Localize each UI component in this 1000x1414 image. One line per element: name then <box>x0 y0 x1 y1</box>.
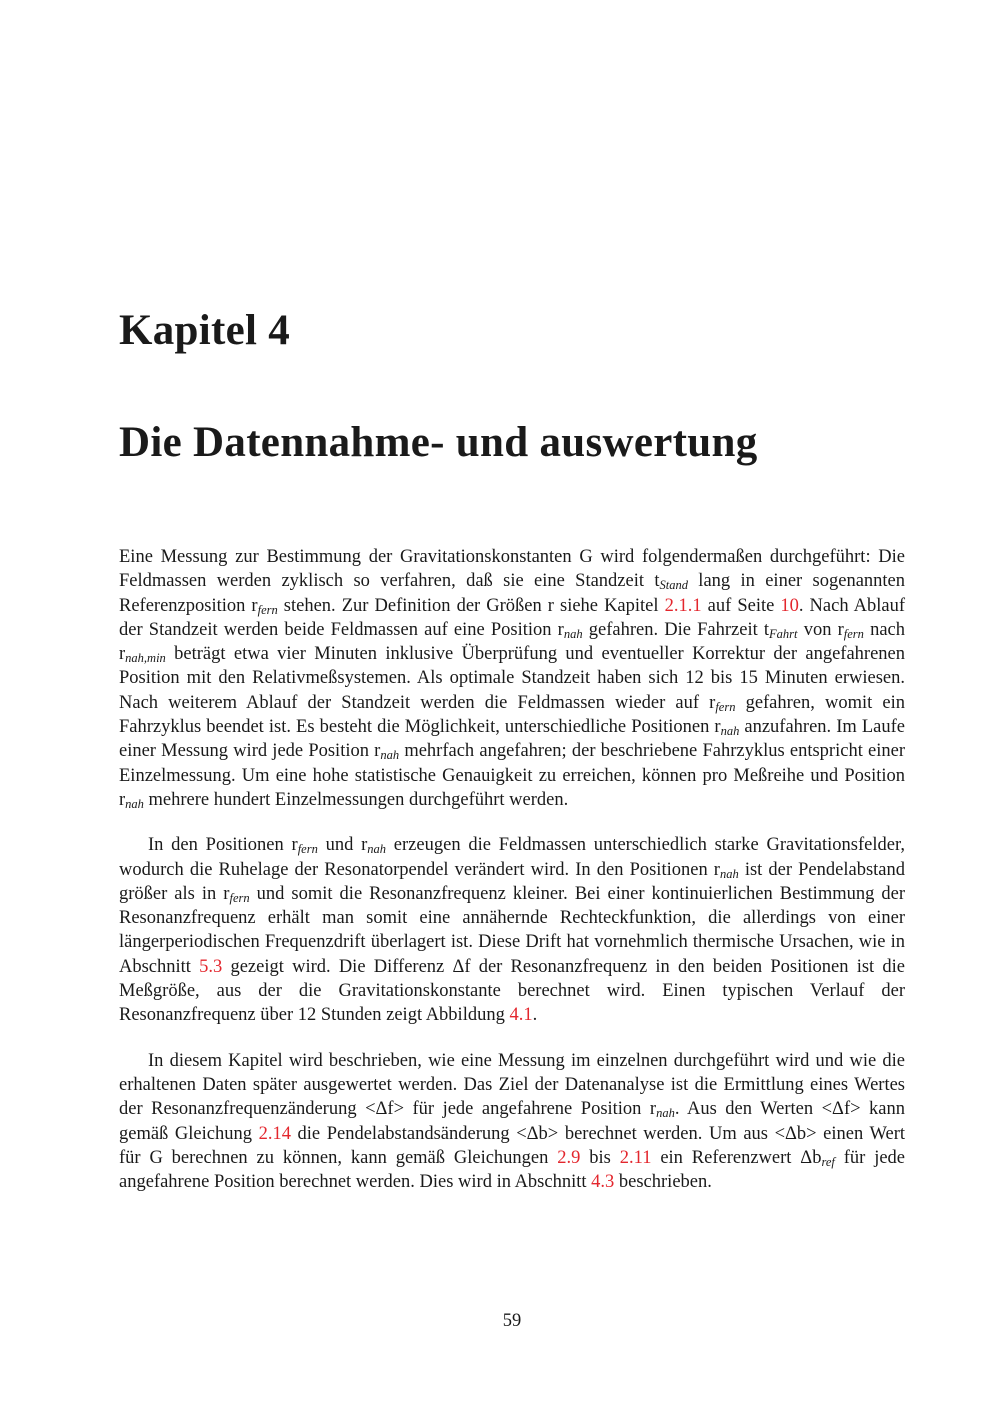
paragraph-3: In diesem Kapitel wird beschrieben, wie eine Messung im einzelnen durchgeführt wird und wie die erhaltenen Daten später ausgewertet werden. Das Ziel der Datenanalyse ist die Ermittlung eines Wertes der Resonanzfrequenzänderung <Δf> für jede angefahrene Position $r_{nah}$. Aus den Werten <Δf> kann gemäß Gleichung 2.14 die Pendelabstandsänderung <Δb> berechnet werden. Um aus <Δb> einen Wert für G berechnen zu können, kann gemäß Gleichungen 2.9 bis 2.11 ein Referenzwert $\Delta b_{ref}$ für jede angefahrene Position berechnet werden. Dies wird in Abschnitt 4.3 beschrieben. <box>119 1050 906 1193</box>
paragraph-2: In den Positionen $r_{fern}$ und $r_{nah}$ erzeugen die Feldmassen unterschiedlich starke Gravitationsfelder, wodurch die Ruhelage der Resonatorpendel verändert wird. In den Positionen $r_{nah}$ ist der Pendelabstand größer als in $r_{fern}$ und somit die Resonanzfrequenz kleiner. Bei einer kontinuierlichen Bestimmung der Resonanzfrequenz erhält man somit eine annähernde Rechteckfunktion, die allerdings von einer längerperiodischen Frequenzdrift überlagert ist. Diese Drift hat vornehmlich thermische Ursachen, wie in Abschnitt 5.3 gezeigt wird. Die Differenz Δf der Resonanzfrequenz in den beiden Positionen ist die Meßgröße, aus der die Gravitationskonstante berechnet wird. Einen typischen Verlauf der Resonanzfrequenz über 12 Stunden zeigt Abbildung 4.1. <box>119 835 906 1026</box>
body-text <box>119 545 905 1215</box>
ref-section-5-3[interactable]: 5.3 <box>199 956 223 977</box>
ref-section-4-3[interactable]: 4.3 <box>591 1172 615 1193</box>
ref-figure-4-1[interactable]: 4.1 <box>509 1005 533 1026</box>
chapter-label: Kapitel 4 <box>119 307 291 354</box>
paragraph-1: Eine Messung zur Bestimmung der Gravitationskonstanten G wird folgendermaßen durchgeführt: Die Feldmassen werden zyklisch so verfahren, daß sie eine Standzeit $t_{Stand}$ lang in einer sogenannten Referenzposition $r_{fern}$ stehen. Zur Definition der Größen r siehe Kapitel 2.1.1 auf Seite 10. Nach Ablauf der Standzeit werden beide Feldmassen auf eine Position $r_{nah}$ gefahren. Die Fahrzeit $t_{Fahrt}$ von $r_{fern}$ nach $r_{nah,min}$ beträgt etwa vier Minuten inklusive Überprüfung und eventueller Korrektur der angefahrenen Position mit den Relativmeßsystemen. Als optimale Standzeit haben sich 12 bis 15 Minuten erwiesen. Nach weiterem Ablauf der Standzeit werden die Feldmassen wieder auf $r_{fern}$ gefahren, womit ein Fahrzyklus beendet ist. Es besteht die Möglichkeit, unterschiedliche Positionen $r_{nah}$ anzufahren. Im Laufe einer Messung wird jede Position $r_{nah}$ mehrfach angefahren; der beschriebene Fahrzyklus entspricht einer Einzelmessung. Um eine hohe statistische Genauigkeit zu erreichen, können pro Meßreihe und Position $r_{nah}$ mehrere hundert Einzelmessungen durchgeführt werden. <box>119 547 906 811</box>
page-number: 59 <box>502 1311 522 1331</box>
ref-equation-2-11[interactable]: 2.11 <box>619 1147 652 1168</box>
ref-equation-2-14[interactable]: 2.14 <box>258 1123 291 1144</box>
ref-equation-2-9[interactable]: 2.9 <box>557 1147 581 1168</box>
ref-section-2-1-1[interactable]: 2.1.1 <box>664 595 702 616</box>
ref-page-10[interactable]: 10 <box>780 595 799 616</box>
chapter-title: Die Datennahme- und auswertung <box>119 419 758 466</box>
